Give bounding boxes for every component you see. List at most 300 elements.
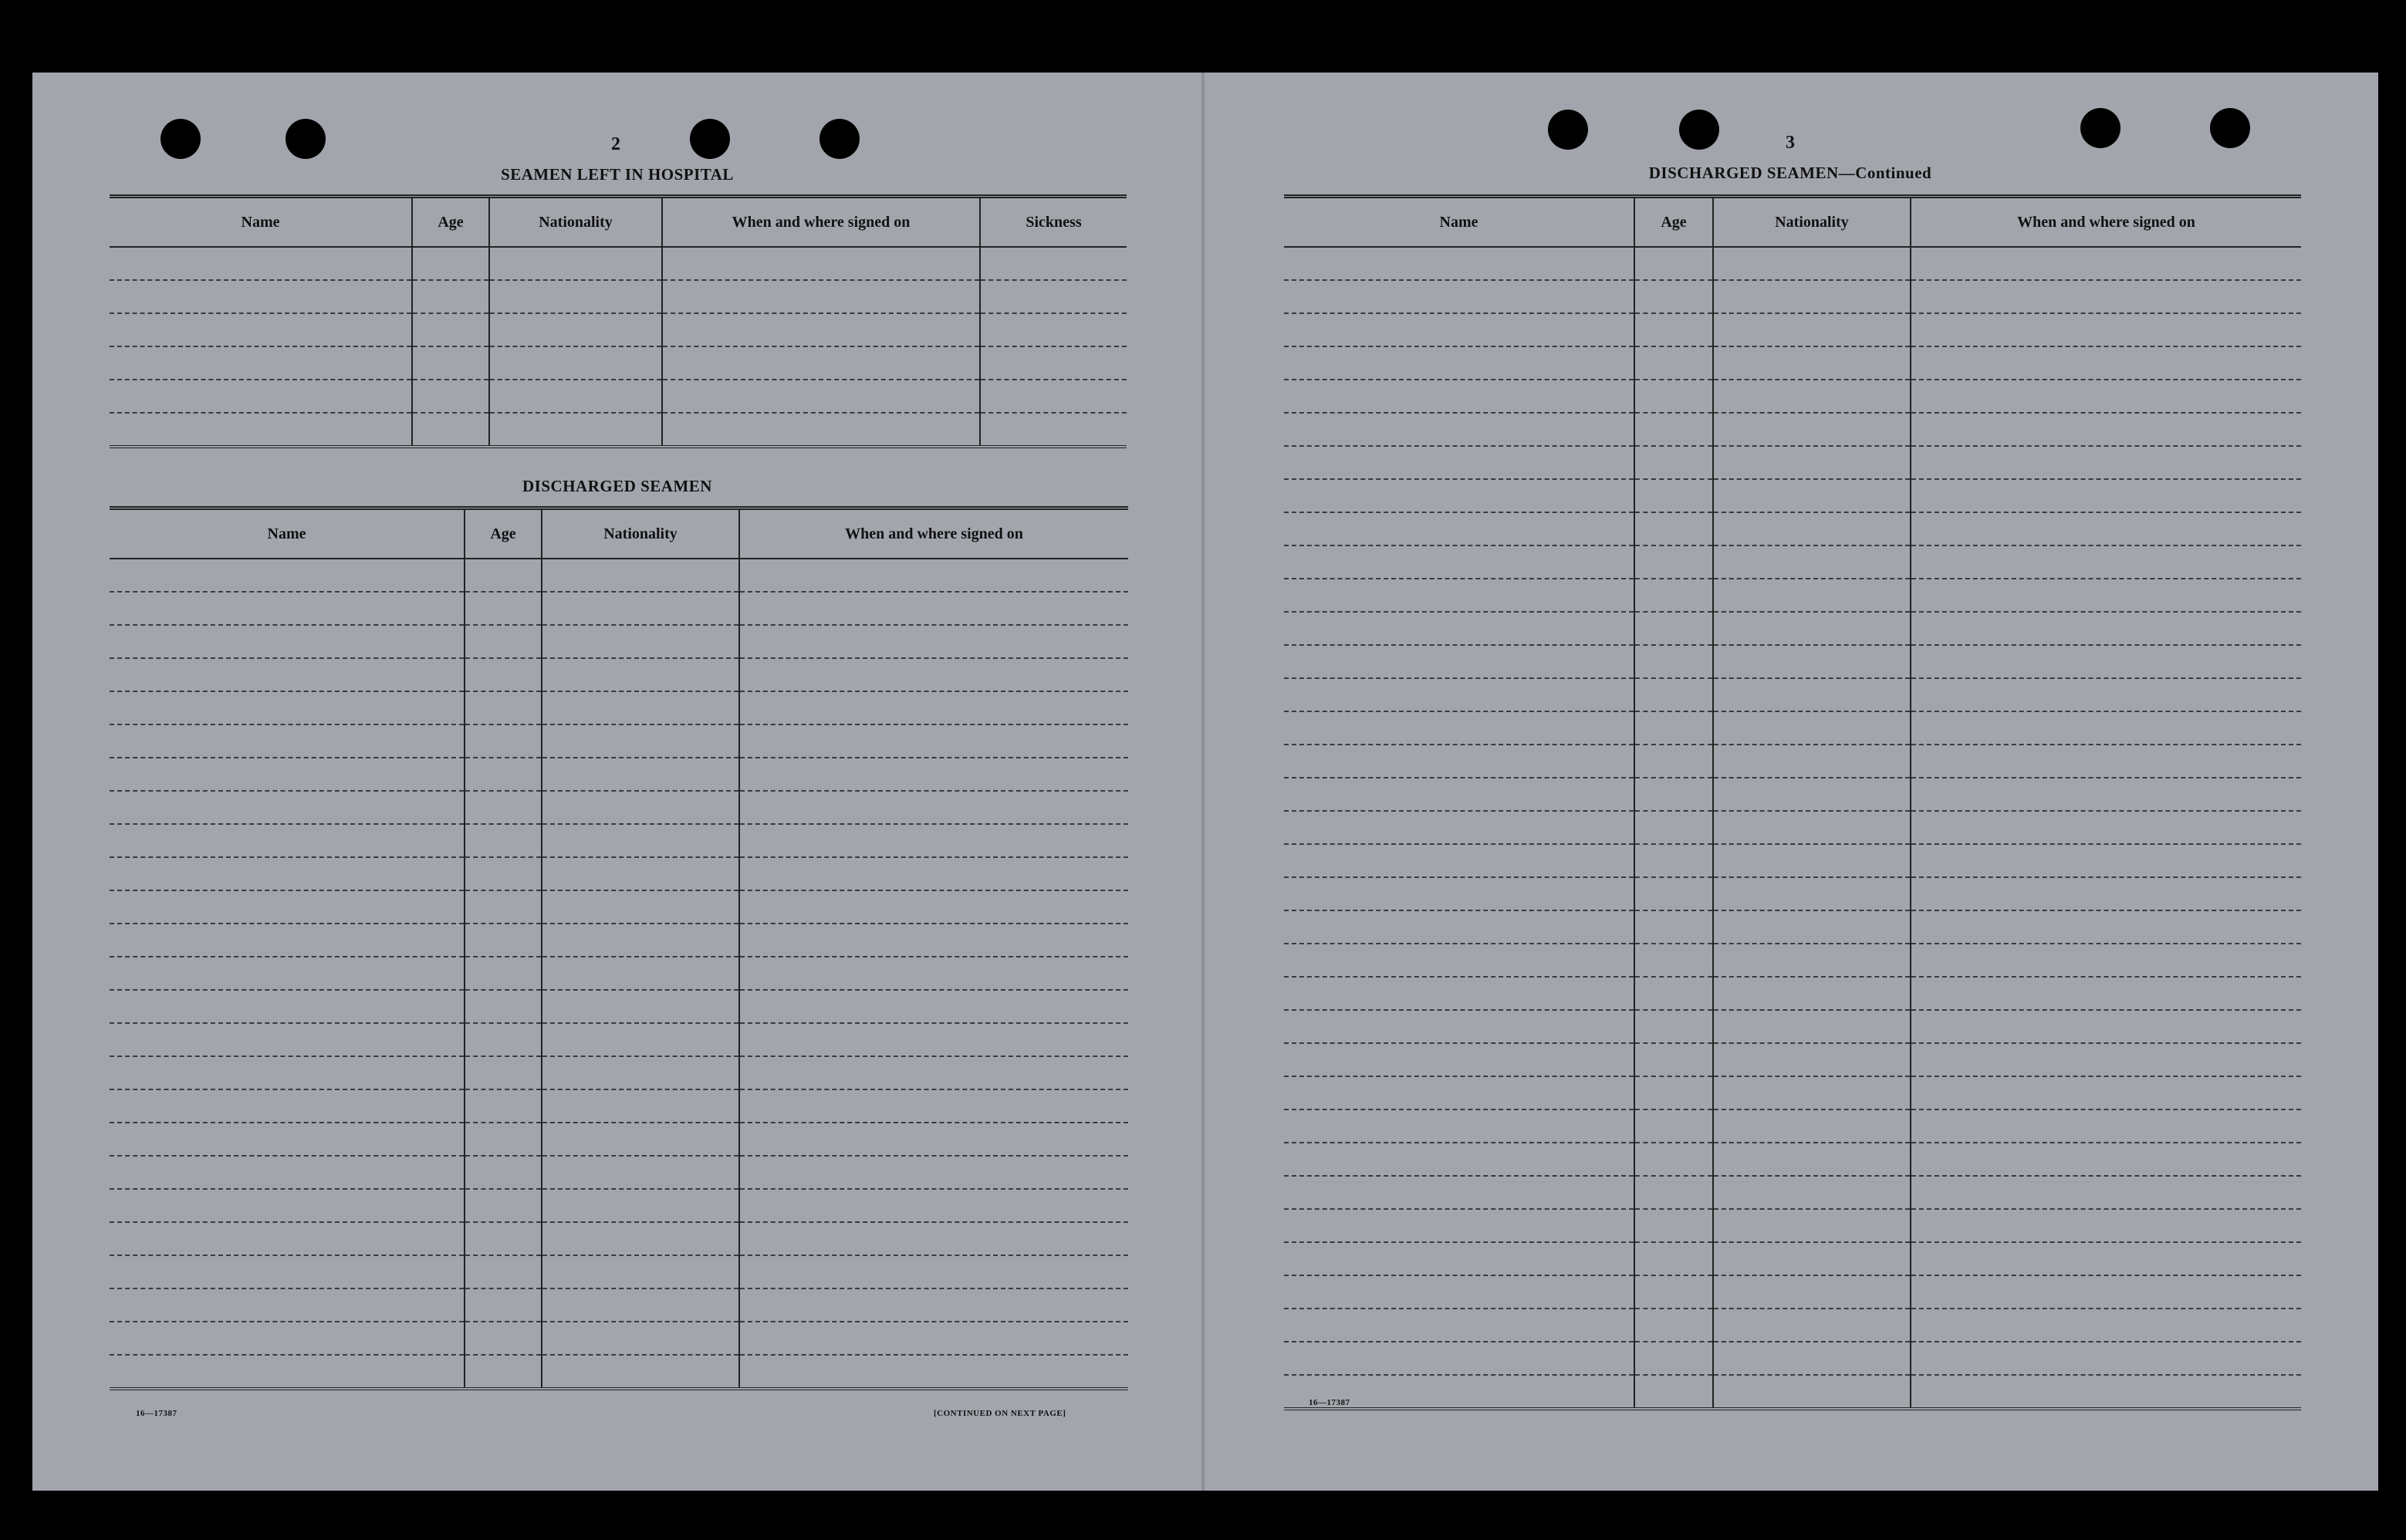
table-cell <box>465 1355 542 1389</box>
table-row <box>110 1222 1128 1255</box>
table-cell <box>110 1255 465 1288</box>
table-cell <box>1284 977 1634 1010</box>
table-cell <box>465 592 542 625</box>
table-cell <box>1713 944 1911 977</box>
table-row <box>1284 745 2301 778</box>
table-cell <box>1284 778 1634 811</box>
table-cell <box>1284 1309 1634 1342</box>
table-cell <box>542 857 739 890</box>
table-cell <box>739 1189 1128 1222</box>
footer-form-code-right: 16—17387 <box>1309 1398 1350 1407</box>
table-row <box>1284 645 2301 678</box>
table-cell <box>1713 977 1911 1010</box>
table-cell <box>1634 612 1713 645</box>
table-cell <box>1634 313 1713 346</box>
table-row <box>110 559 1128 592</box>
table-cell <box>1911 612 2301 645</box>
table-row <box>110 625 1128 658</box>
table-cell <box>1713 612 1911 645</box>
footer-continued-note: [CONTINUED ON NEXT PAGE] <box>934 1409 1066 1418</box>
table-cell <box>1911 280 2301 313</box>
table-row <box>1284 977 2301 1010</box>
table-row <box>1284 545 2301 579</box>
table-cell <box>1284 645 1634 678</box>
table-cell <box>465 1322 542 1355</box>
table-cell <box>110 691 465 724</box>
table-cell <box>1284 844 1634 877</box>
table-cell <box>1911 1143 2301 1176</box>
table-cell <box>110 758 465 791</box>
table-cell <box>110 1355 465 1389</box>
table-cell <box>739 1355 1128 1389</box>
column-header-age: Age <box>1634 197 1713 248</box>
table-cell <box>465 1255 542 1288</box>
table-cell <box>1634 413 1713 446</box>
table-cell <box>1634 446 1713 479</box>
table-cell <box>1634 1309 1713 1342</box>
table-cell <box>1911 247 2301 280</box>
table-cell <box>1284 745 1634 778</box>
table-cell <box>1634 1209 1713 1242</box>
table-cell <box>542 1355 739 1389</box>
table-row <box>1284 313 2301 346</box>
punch-hole <box>690 119 730 159</box>
table-row <box>1284 844 2301 877</box>
table-cell <box>1713 1342 1911 1375</box>
table-cell <box>1713 479 1911 512</box>
table-cell <box>465 1023 542 1056</box>
table-cell <box>1911 545 2301 579</box>
table-cell <box>1713 247 1911 280</box>
table-cell <box>1713 1076 1911 1109</box>
table-cell <box>542 1156 739 1189</box>
table-row <box>110 247 1127 280</box>
table-cell <box>1713 645 1911 678</box>
table-cell <box>1911 346 2301 380</box>
table-cell <box>739 724 1128 758</box>
table-cell <box>1284 1209 1634 1242</box>
table-row <box>1284 678 2301 711</box>
table-cell <box>1634 512 1713 545</box>
table-cell <box>1911 1043 2301 1076</box>
table-cell <box>1634 944 1713 977</box>
table-cell <box>1634 1275 1713 1309</box>
table-row <box>110 957 1128 990</box>
table-cell <box>739 791 1128 824</box>
table-cell <box>1634 1076 1713 1109</box>
table-cell <box>1284 1109 1634 1143</box>
discharged-continued-table-header <box>1284 197 2301 248</box>
table-row <box>1284 910 2301 944</box>
table-cell <box>1284 247 1634 280</box>
table-cell <box>1634 545 1713 579</box>
table-row <box>110 758 1128 791</box>
table-row <box>110 924 1128 957</box>
table-cell <box>1284 910 1634 944</box>
table-cell <box>1634 1242 1713 1275</box>
table-cell <box>1634 977 1713 1010</box>
table-cell <box>110 990 465 1023</box>
table-cell <box>1634 280 1713 313</box>
table-cell <box>542 791 739 824</box>
table-cell <box>1713 1010 1911 1043</box>
column-header-signed-on: When and where signed on <box>739 508 1128 559</box>
table-cell <box>465 1089 542 1123</box>
table-row <box>110 346 1127 380</box>
punch-hole <box>819 119 860 159</box>
table-cell <box>1284 1275 1634 1309</box>
column-header-signed-on: When and where signed on <box>662 197 980 248</box>
column-header-name: Name <box>110 508 465 559</box>
column-header-name: Name <box>110 197 412 248</box>
table-cell <box>465 990 542 1023</box>
table-cell <box>110 791 465 824</box>
table-cell <box>542 1288 739 1322</box>
table-cell <box>1911 877 2301 910</box>
table-cell <box>1911 1342 2301 1375</box>
table-cell <box>1284 512 1634 545</box>
table-row <box>110 791 1128 824</box>
column-header-age: Age <box>465 508 542 559</box>
table-row <box>110 1023 1128 1056</box>
table-row <box>110 1355 1128 1389</box>
table-cell <box>1713 380 1911 413</box>
table-cell <box>542 824 739 857</box>
table-cell <box>1634 811 1713 844</box>
table-cell <box>1911 1176 2301 1209</box>
punch-hole <box>1679 110 1719 150</box>
table-cell <box>465 1288 542 1322</box>
table-cell <box>1634 1143 1713 1176</box>
table-row <box>110 592 1128 625</box>
table-cell <box>1284 1043 1634 1076</box>
table-row <box>110 313 1127 346</box>
table-cell <box>1284 479 1634 512</box>
table-cell <box>542 1123 739 1156</box>
table-cell <box>110 1322 465 1355</box>
punch-hole <box>161 119 201 159</box>
discharged-table-header <box>110 508 1128 559</box>
hospital-table-header <box>110 197 1127 248</box>
table-cell <box>542 990 739 1023</box>
table-cell <box>1911 844 2301 877</box>
table-row <box>1284 1109 2301 1143</box>
table-cell <box>1713 1242 1911 1275</box>
table-cell <box>739 658 1128 691</box>
table-cell <box>1713 1109 1911 1143</box>
table-cell <box>542 890 739 924</box>
table-cell <box>465 758 542 791</box>
table-cell <box>1713 811 1911 844</box>
table-cell <box>1713 745 1911 778</box>
table-row <box>110 691 1128 724</box>
table-row <box>1284 346 2301 380</box>
table-cell <box>1634 346 1713 380</box>
table-cell <box>1284 579 1634 612</box>
table-cell <box>1713 877 1911 910</box>
table-row <box>1284 778 2301 811</box>
table-cell <box>1284 1242 1634 1275</box>
table-cell <box>110 1189 465 1222</box>
table-cell <box>1634 1109 1713 1143</box>
hospital-section-title: SEAMEN LEFT IN HOSPITAL <box>501 165 734 184</box>
footer-form-code-left: 16—17387 <box>136 1409 177 1418</box>
table-row <box>1284 944 2301 977</box>
table-row <box>110 1288 1128 1322</box>
table-cell <box>465 691 542 724</box>
table-cell <box>110 1056 465 1089</box>
table-cell <box>1713 413 1911 446</box>
table-cell <box>1284 1143 1634 1176</box>
table-cell <box>1911 579 2301 612</box>
table-cell <box>739 1222 1128 1255</box>
table-cell <box>1713 844 1911 877</box>
table-cell <box>1713 1143 1911 1176</box>
table-cell <box>1713 1275 1911 1309</box>
column-header-age: Age <box>412 197 489 248</box>
table-cell <box>1634 247 1713 280</box>
table-cell <box>542 1255 739 1288</box>
table-cell <box>110 1089 465 1123</box>
discharged-continued-table <box>1284 194 2301 1410</box>
table-cell <box>1634 844 1713 877</box>
table-cell <box>1911 1109 2301 1143</box>
column-header-name: Name <box>1284 197 1634 248</box>
table-cell <box>739 957 1128 990</box>
table-cell <box>739 890 1128 924</box>
table-cell <box>1911 313 2301 346</box>
table-cell <box>465 957 542 990</box>
table-row <box>1284 1176 2301 1209</box>
table-cell <box>542 1322 739 1355</box>
table-row <box>1284 1076 2301 1109</box>
table-row <box>110 724 1128 758</box>
page-fold <box>1201 73 1205 1491</box>
table-cell <box>739 824 1128 857</box>
column-header-nationality: Nationality <box>489 197 662 248</box>
table-cell <box>1713 1043 1911 1076</box>
table-cell <box>1713 910 1911 944</box>
table-cell <box>1284 877 1634 910</box>
table-cell <box>465 1123 542 1156</box>
table-cell <box>1284 1076 1634 1109</box>
table-cell <box>1284 1176 1634 1209</box>
column-header-signed-on: When and where signed on <box>1911 197 2301 248</box>
table-row <box>1284 1043 2301 1076</box>
table-cell <box>110 957 465 990</box>
table-cell <box>1911 678 2301 711</box>
table-cell <box>1284 678 1634 711</box>
table-cell <box>110 1222 465 1255</box>
page-number-right: 3 <box>1786 133 1795 153</box>
table-cell <box>542 592 739 625</box>
table-cell <box>542 658 739 691</box>
table-cell <box>110 890 465 924</box>
table-cell <box>1284 446 1634 479</box>
table-row <box>110 1189 1128 1222</box>
table-cell <box>110 1156 465 1189</box>
table-cell <box>110 625 465 658</box>
table-cell <box>1911 1209 2301 1242</box>
table-cell <box>1713 446 1911 479</box>
table-row <box>1284 247 2301 280</box>
table-cell <box>739 857 1128 890</box>
table-cell <box>1284 413 1634 446</box>
table-row <box>1284 1209 2301 1242</box>
table-cell <box>542 559 739 592</box>
table-cell <box>1634 1043 1713 1076</box>
table-cell <box>1634 778 1713 811</box>
punch-hole <box>2210 108 2250 148</box>
table-cell <box>1634 678 1713 711</box>
table-cell <box>1713 711 1911 745</box>
table-cell <box>1284 380 1634 413</box>
table-row <box>1284 446 2301 479</box>
table-row <box>110 1156 1128 1189</box>
table-row <box>110 1056 1128 1089</box>
table-cell <box>739 990 1128 1023</box>
table-cell <box>739 592 1128 625</box>
table-row <box>1284 877 2301 910</box>
table-cell <box>465 1222 542 1255</box>
table-row <box>110 857 1128 890</box>
table-row <box>110 413 1127 447</box>
table-cell <box>1634 745 1713 778</box>
hospital-table <box>110 194 1127 448</box>
table-cell <box>1634 877 1713 910</box>
table-cell <box>1911 1010 2301 1043</box>
table-cell <box>1911 645 2301 678</box>
table-cell <box>110 592 465 625</box>
table-cell <box>1911 977 2301 1010</box>
table-cell <box>1713 1209 1911 1242</box>
table-cell <box>465 559 542 592</box>
table-cell <box>1284 944 1634 977</box>
table-cell <box>542 1056 739 1089</box>
table-row <box>110 990 1128 1023</box>
table-row <box>1284 1375 2301 1409</box>
table-cell <box>1713 1309 1911 1342</box>
table-cell <box>1284 1342 1634 1375</box>
table-cell <box>739 625 1128 658</box>
table-cell <box>1911 778 2301 811</box>
discharged-continued-title <box>1281 164 2300 183</box>
table-cell <box>1911 413 2301 446</box>
discharged-section-title: DISCHARGED SEAMEN <box>522 477 712 495</box>
table-cell <box>1284 346 1634 380</box>
table-cell <box>1911 1375 2301 1409</box>
table-cell <box>1284 711 1634 745</box>
table-row <box>110 380 1127 413</box>
table-row <box>1284 413 2301 446</box>
table-cell <box>1284 811 1634 844</box>
table-cell <box>1713 579 1911 612</box>
table-cell <box>110 1288 465 1322</box>
table-cell <box>110 724 465 758</box>
table-cell <box>1911 446 2301 479</box>
table-cell <box>1713 1375 1911 1409</box>
table-cell <box>1713 778 1911 811</box>
table-cell <box>110 857 465 890</box>
discharged-table <box>110 506 1128 1390</box>
table-cell <box>1911 910 2301 944</box>
table-row <box>1284 612 2301 645</box>
table-cell <box>110 1123 465 1156</box>
table-cell <box>465 824 542 857</box>
table-cell <box>739 1288 1128 1322</box>
table-cell <box>1634 711 1713 745</box>
table-cell <box>465 1056 542 1089</box>
table-cell <box>1911 380 2301 413</box>
table-cell <box>1911 811 2301 844</box>
table-row <box>110 1322 1128 1355</box>
table-cell <box>465 791 542 824</box>
table-row <box>1284 280 2301 313</box>
table-row <box>110 1255 1128 1288</box>
table-cell <box>542 1222 739 1255</box>
table-cell <box>1911 711 2301 745</box>
table-cell <box>1911 745 2301 778</box>
table-cell <box>110 1023 465 1056</box>
table-cell <box>1713 678 1911 711</box>
table-cell <box>1634 1176 1713 1209</box>
table-cell <box>1634 479 1713 512</box>
table-cell <box>542 691 739 724</box>
table-cell <box>542 957 739 990</box>
table-cell <box>1634 380 1713 413</box>
table-cell <box>465 1156 542 1189</box>
table-cell <box>542 625 739 658</box>
table-cell <box>1634 645 1713 678</box>
table-row <box>110 1089 1128 1123</box>
table-cell <box>1634 1375 1713 1409</box>
table-cell <box>1713 545 1911 579</box>
table-cell <box>465 658 542 691</box>
table-row <box>1284 711 2301 745</box>
table-cell <box>110 824 465 857</box>
table-cell <box>110 559 465 592</box>
table-cell <box>1634 1010 1713 1043</box>
table-cell <box>465 724 542 758</box>
table-cell <box>1284 545 1634 579</box>
table-cell <box>739 559 1128 592</box>
table-row <box>110 658 1128 691</box>
table-cell <box>1634 579 1713 612</box>
column-header-nationality: Nationality <box>1713 197 1911 248</box>
table-cell <box>739 1056 1128 1089</box>
column-header-nationality: Nationality <box>542 508 739 559</box>
table-cell <box>1911 479 2301 512</box>
table-row <box>110 280 1127 313</box>
table-row <box>1284 1309 2301 1342</box>
discharged-continued-title-suffix: —Continued <box>1838 164 1932 182</box>
table-cell <box>1911 1275 2301 1309</box>
table-row <box>1284 1342 2301 1375</box>
table-cell <box>542 758 739 791</box>
table-row <box>1284 380 2301 413</box>
table-row <box>1284 811 2301 844</box>
table-cell <box>465 1189 542 1222</box>
table-cell <box>1713 1176 1911 1209</box>
table-row <box>110 890 1128 924</box>
table-cell <box>465 625 542 658</box>
table-cell <box>1634 910 1713 944</box>
table-cell <box>739 1123 1128 1156</box>
table-cell <box>1284 612 1634 645</box>
table-cell <box>739 1322 1128 1355</box>
table-cell <box>1911 1242 2301 1275</box>
table-cell <box>542 724 739 758</box>
